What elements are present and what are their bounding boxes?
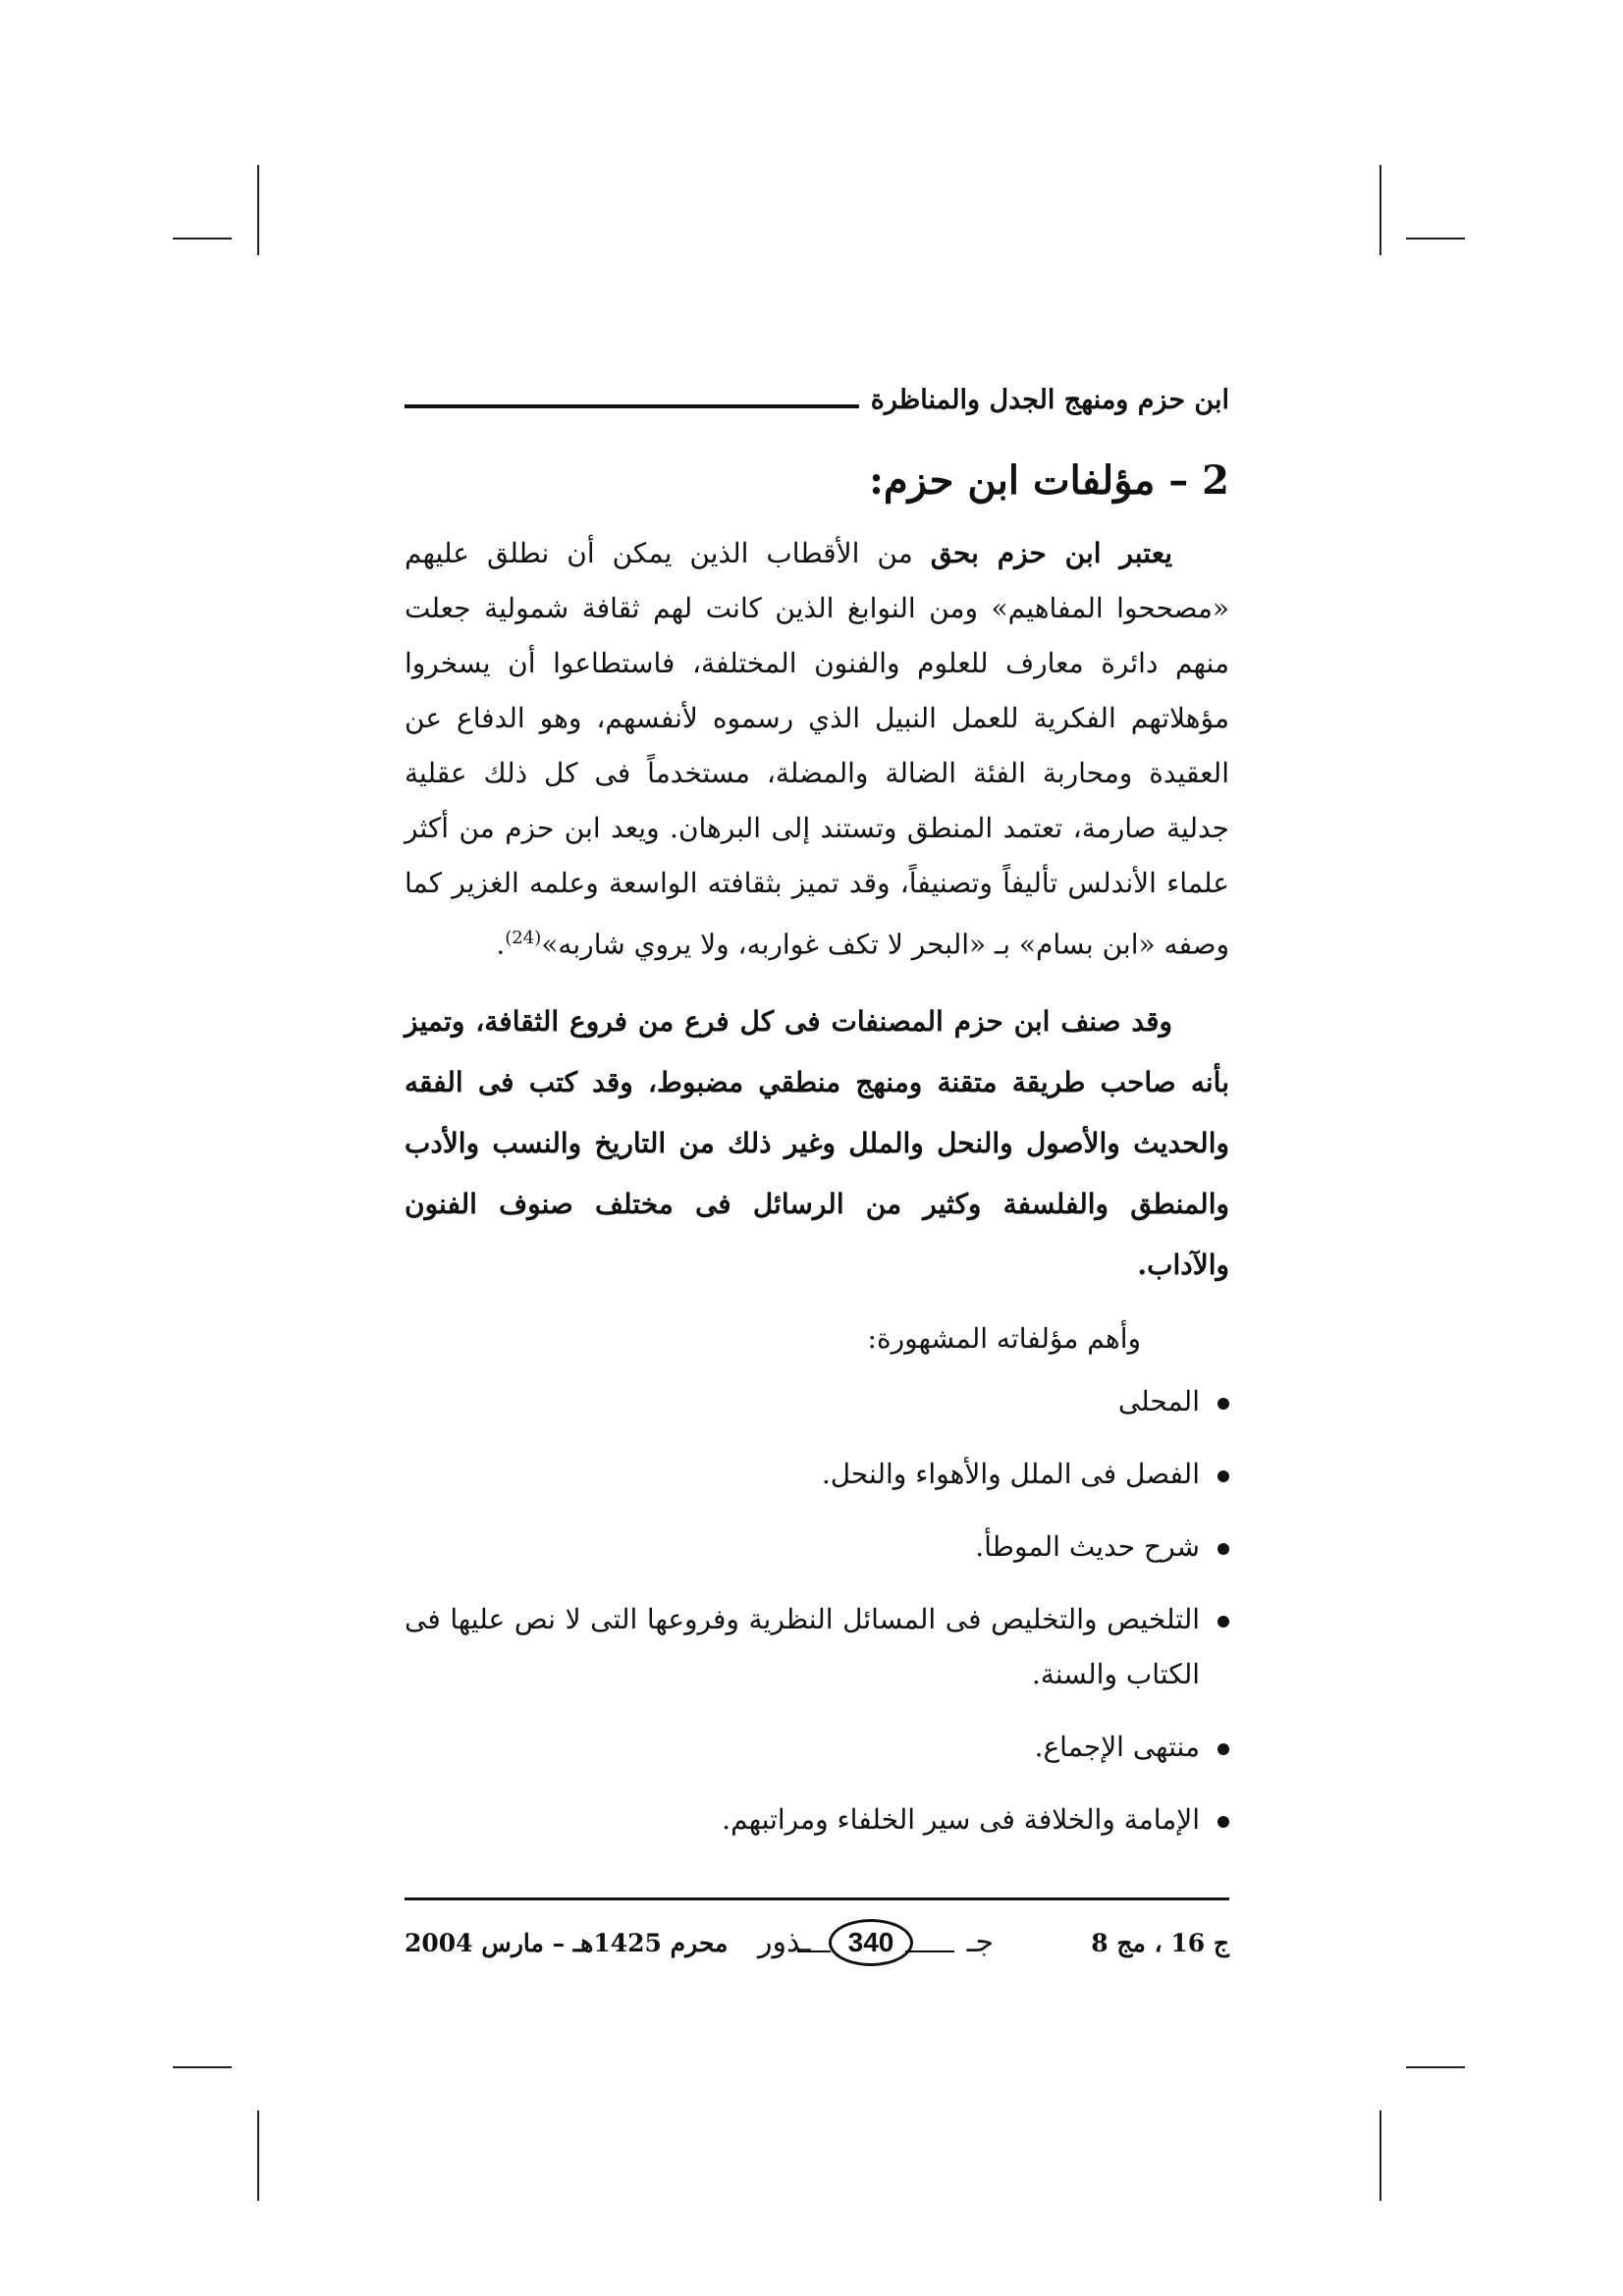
running-header xyxy=(405,375,1229,424)
header-rule xyxy=(405,404,859,408)
journal-line xyxy=(905,1950,954,1952)
crop-mark xyxy=(1406,238,1465,240)
issue-info: ج 16 ، مج 8 xyxy=(1091,1929,1229,1957)
list-item-text: التلخيص والتخليص فى المسائل النظرية وفروعها التى لا نص عليها فى الكتاب والسنة. xyxy=(405,1603,1200,1691)
running-title: ابن حزم ومنهج الجدل والمناظرة xyxy=(870,384,1229,415)
crop-mark xyxy=(173,238,232,240)
list-item-text: الإمامة والخلافة فى سير الخلفاء ومراتبهم. xyxy=(722,1803,1200,1837)
paragraph-intro xyxy=(405,526,1229,972)
crop-mark xyxy=(173,2066,232,2068)
list-item-text: شرح حديث الموطأ. xyxy=(975,1530,1200,1564)
bullet-icon xyxy=(1217,1543,1229,1555)
crop-mark xyxy=(1380,165,1381,255)
bullet-icon xyxy=(1217,1816,1229,1828)
bullet-icon xyxy=(1217,1398,1229,1410)
list-item-text: الفصل فى الملل والأهواء والنحل. xyxy=(821,1458,1200,1491)
list-item xyxy=(405,1720,1229,1775)
list-item xyxy=(405,1374,1229,1429)
journal-name-right: جـ xyxy=(966,1925,994,1959)
paragraph-lead-bold: يعتبر ابن حزم بحق xyxy=(930,537,1172,569)
list-item xyxy=(405,1520,1229,1575)
crop-mark xyxy=(257,2110,259,2201)
paragraph-works-overview: وقد صنف ابن حزم المصنفات فى كل فرع من فروع الثقافة، وتميز بأنه صاحب طريقة متقنة ومنهج منطقي مضبوط، وقد كتب فى الفقه والحديث والأصول والنحل والملل وغير ذلك من التاريخ والنسب والأدب والمنطق والفلسفة وكثير من الرسائل فى مختلف صنوف الفنون والآداب. xyxy=(405,1005,1229,1282)
bullet-icon xyxy=(1217,1470,1229,1482)
crop-mark xyxy=(1406,2066,1465,2068)
page-footer xyxy=(405,1897,1229,1986)
page-number: 340 xyxy=(829,1919,913,1966)
journal-name-left: ـذور xyxy=(758,1925,811,1959)
section-heading: 2 – مؤلفات ابن حزم: xyxy=(869,457,1229,504)
paragraph-text: من الأقطاب الذين يمكن أن نطلق عليهم «مصححوا المفاهيم» ومن النوابغ الذين كانت لهم ثقافة شمولية جعلت منهم دائرة معارف للعلوم والفنون المختلفة، فاستطاعوا أن يسخروا مؤهلاتهم الفكرية للعمل النبيل الذي رسموه لأنفسهم، وهو الدفاع عن العقيدة ومحاربة الفئة الضالة والمضلة، مستخدماً فى كل ذلك عقلية جدلية صارمة، تعتمد المنطق وتستند إلى البرهان. ويعد ابن حزم من أكثر علماء الأندلس تأليفاً وتصنيفاً، وقد تميز بثقافته الواسعة وعلمه الغزير كما وصفه «ابن بسام» بـ «البحر لا تكف غواربه، ولا يروي شاربه» xyxy=(405,537,1229,961)
bullet-icon xyxy=(1217,1743,1229,1755)
list-item-text: منتهى الإجماع. xyxy=(1034,1731,1200,1764)
page-body xyxy=(405,442,1229,1885)
works-list-intro: وأهم مؤلفاته المشهورة: xyxy=(867,1322,1141,1356)
crop-mark xyxy=(1380,2110,1381,2201)
crop-mark xyxy=(257,165,259,255)
list-item xyxy=(405,1592,1229,1702)
paragraph-end: . xyxy=(496,928,506,961)
journal-logo xyxy=(758,1917,994,1976)
works-list xyxy=(405,1374,1229,1847)
list-item xyxy=(405,1447,1229,1502)
issue-date: محرم 1425هـ – مارس 2004 xyxy=(405,1929,729,1957)
bullet-icon xyxy=(1217,1616,1229,1628)
footer-rule xyxy=(405,1897,1229,1900)
list-item xyxy=(405,1792,1229,1847)
footnote-ref: (24) xyxy=(505,928,542,948)
list-item-text: المحلى xyxy=(1117,1385,1200,1418)
